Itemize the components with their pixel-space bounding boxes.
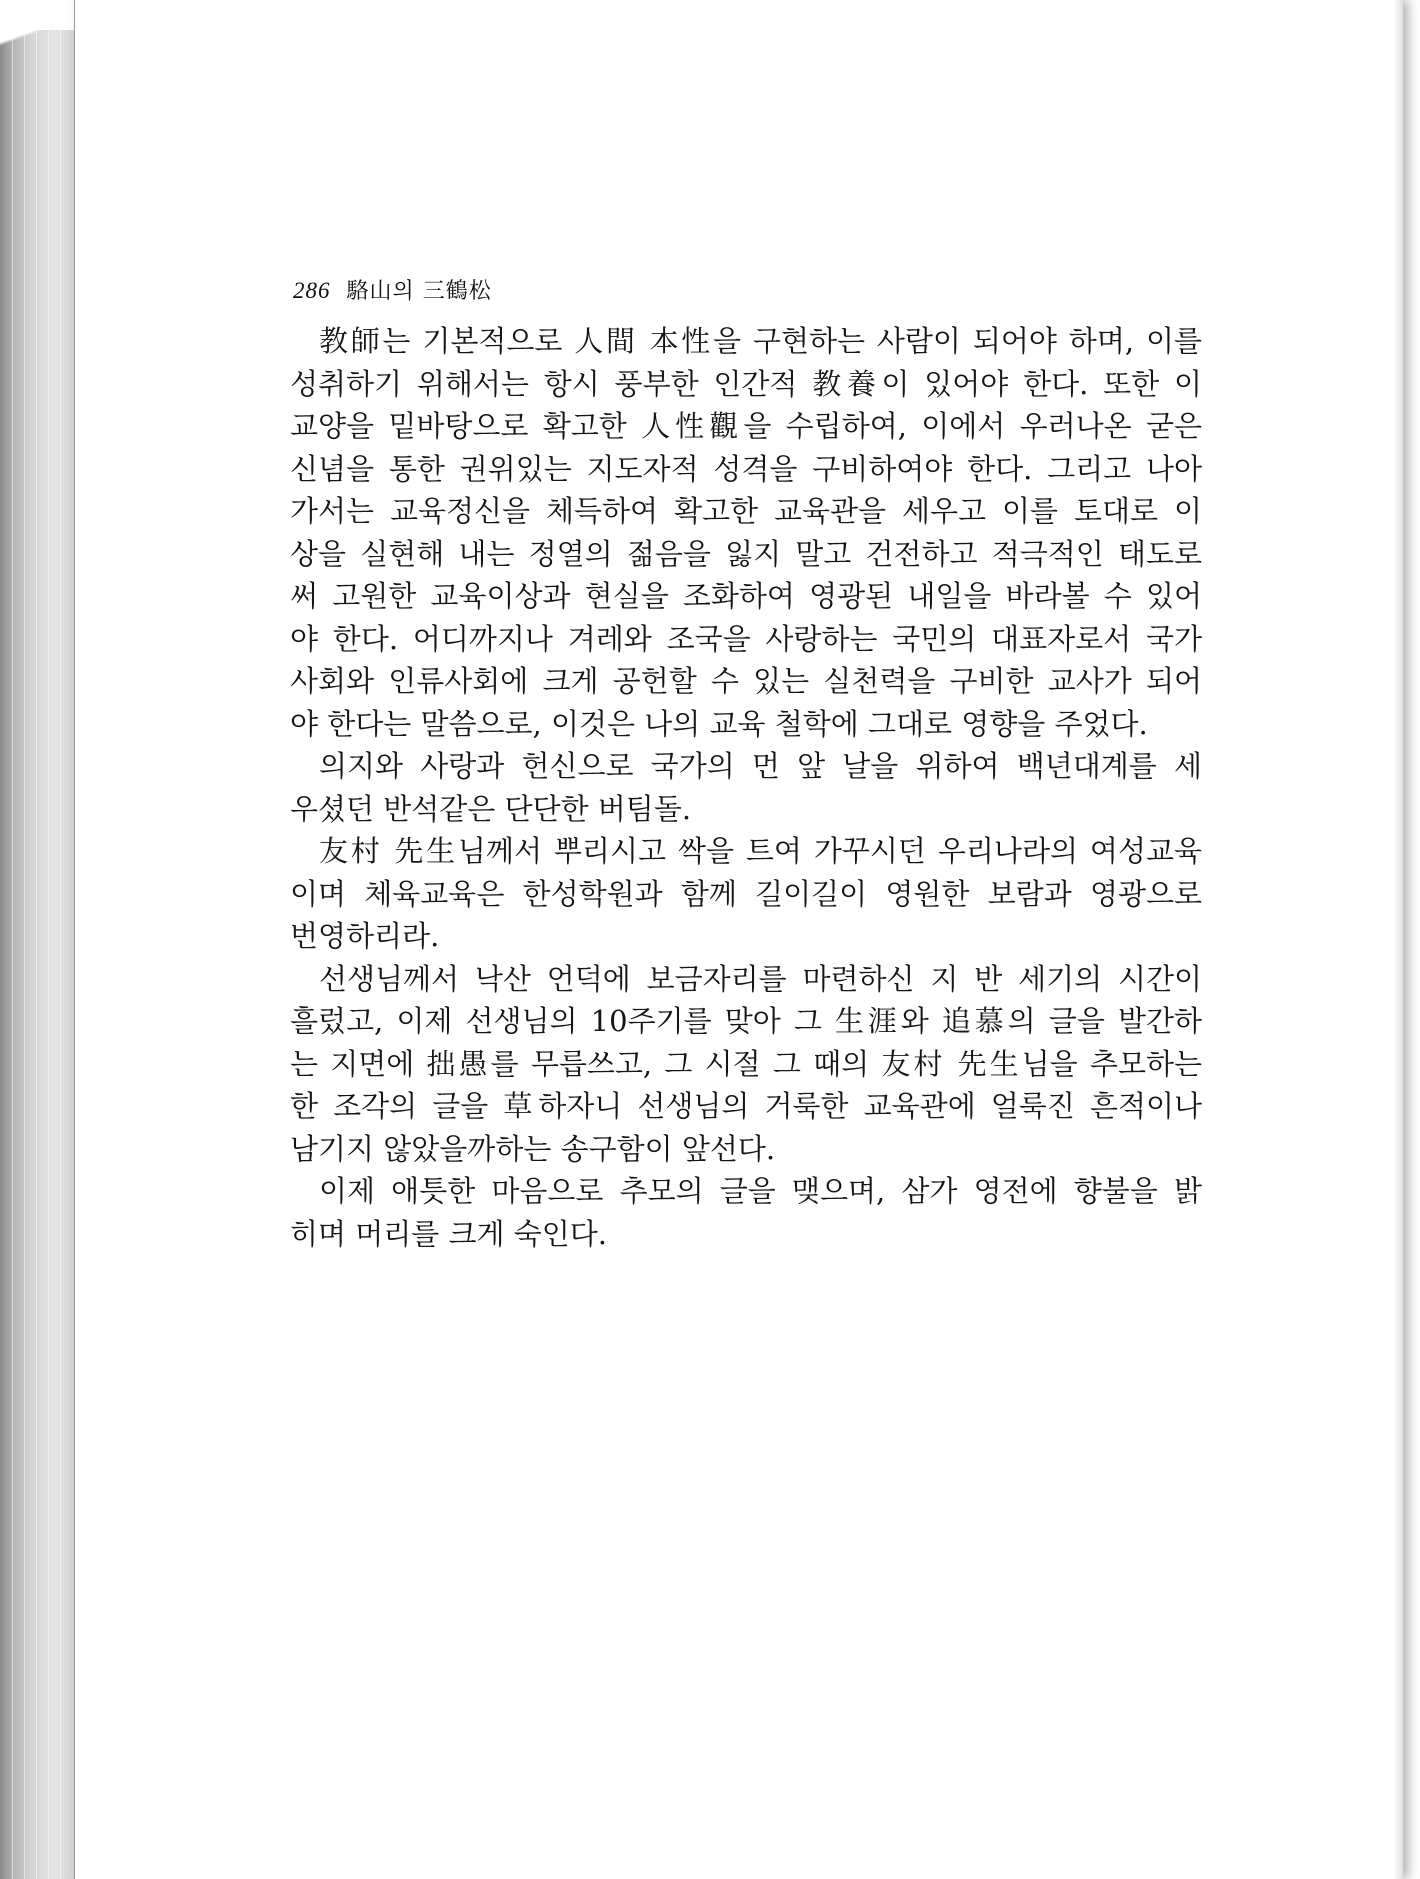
text-line: 교양을 밑바탕으로 확고한 人性觀을 수립하여, 이에서 우러나온 굳은 [290, 409, 1202, 443]
text-line: 번영하리라. [290, 919, 440, 953]
text-line: 신념을 통한 권위있는 지도자적 성격을 구비하여야 한다. 그리고 나아 [290, 451, 1202, 486]
text-line: 성취하기 위해서는 항시 풍부한 인간적 教養이 있어야 한다. 또한 이 [290, 366, 1202, 401]
text-line: 히며 머리를 크게 숙인다. [290, 1216, 608, 1251]
text-line: 이며 체육교육은 한성학원과 함께 길이길이 영원한 보람과 영광으로 [290, 876, 1202, 911]
text-line: 야 한다. 어디까지나 겨레와 조국을 사랑하는 국민의 대표자로서 국가 [290, 621, 1202, 656]
text-line: 사회와 인류사회에 크게 공헌할 수 있는 실천력을 구비한 교사가 되어 [290, 664, 1202, 698]
body-text [290, 320, 1202, 1255]
text-line: 상을 실현해 내는 정열의 젊음을 잃지 말고 건전하고 적극적인 태도로 [290, 536, 1202, 571]
page-number: 286 [293, 278, 331, 303]
text-line: 의지와 사랑과 헌신으로 국가의 먼 앞 날을 위하여 백년대계를 세 [319, 749, 1202, 783]
page-edge-stack [0, 30, 78, 1879]
text-line: 友村 先生님께서 뿌리시고 싹을 트여 가꾸시던 우리나라의 여성교육 [319, 834, 1202, 868]
text-line: 는 지면에 拙愚를 무릅쓰고, 그 시절 그 때의 友村 先生님을 추모하는 [290, 1046, 1202, 1081]
text-line: 남기지 않았을까하는 송구함이 앞선다. [290, 1131, 776, 1166]
text-line: 이제 애틋한 마음으로 추모의 글을 맺으며, 삼가 영전에 향불을 밝 [319, 1174, 1202, 1208]
text-line: 야 한다는 말씀으로, 이것은 나의 교육 철학에 그대로 영향을 주었다. [290, 706, 1148, 741]
running-title: 駱山의 三鶴松 [346, 279, 492, 304]
running-head [293, 274, 492, 305]
text-line: 흘렀고, 이제 선생님의 10주기를 맞아 그 生涯와 追慕의 글을 발간하 [290, 1004, 1202, 1038]
text-line: 우셨던 반석같은 단단한 버팀돌. [290, 791, 692, 826]
text-line: 한 조각의 글을 草하자니 선생님의 거룩한 교육관에 얼룩진 흔적이나 [290, 1089, 1202, 1123]
text-line: 선생님께서 낙산 언덕에 보금자리를 마련하신 지 반 세기의 시간이 [319, 961, 1202, 996]
text-line: 써 고원한 교육이상과 현실을 조화하여 영광된 내일을 바라볼 수 있어 [290, 579, 1202, 613]
text-line: 가서는 교육정신을 체득하여 확고한 교육관을 세우고 이를 토대로 이 [290, 494, 1202, 528]
text-line: 教師는 기본적으로 人間 本性을 구현하는 사람이 되어야 하며, 이를 [319, 324, 1202, 358]
